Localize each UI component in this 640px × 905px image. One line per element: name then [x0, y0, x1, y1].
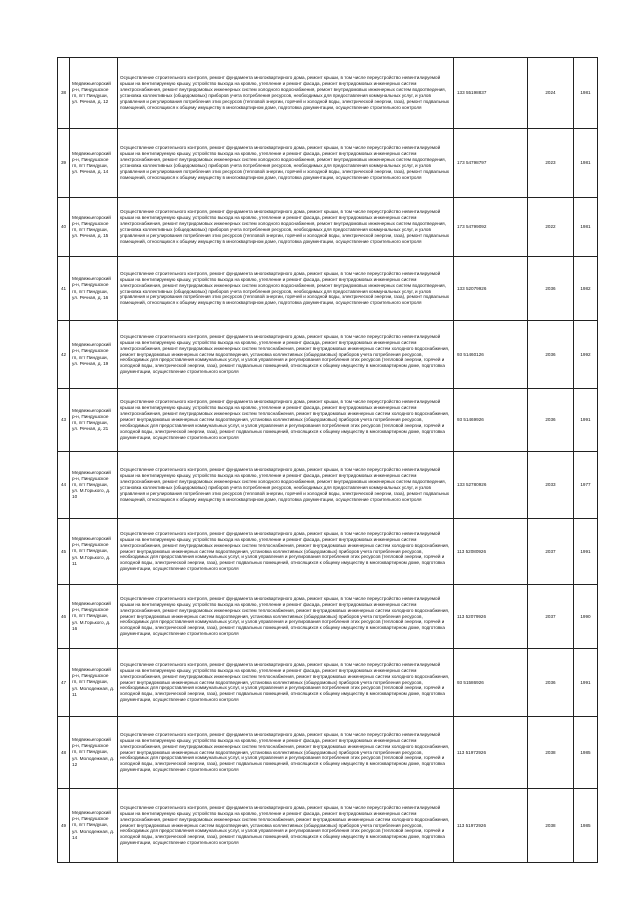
works-description-cell: Осуществление строительного контроля, ремонт фундамента многоквартирного дома, ремонт крыши, в том числе переустройство невентилируемой крыши на вентилируемую крышу, устройство выхода на кровлю, утепление и ремонт фасада, ремонт внутридомовых инженерных систем электроснабжения, ремонт внутридомовых инженерных систем теплоснабжения, ремонт внутридомовых инженерных систем холодного водоснабжения, ремонт внутридомовых инженерных систем водоотведения, установка коллективных (общедомовых) приборов учета потребления ресурсов, необходимых для предоставления коммунальных услуг, и узлов управления и регулирования потребления этих ресурсов (тепловой энергии, горячей и холодной воды, электрической энергии, газа), ремонт подвальных помещений, относящихся к общему имуществу в многоквартирном доме, подготовка документации, осуществление строительного контроля [118, 389, 454, 452]
cost-cell: 113 51972926 [454, 717, 528, 789]
address-cell: Медвежьегорский р-н, Пиндушское гп, пгт Пиндуши, ул. М.Горького, д. 10 [70, 452, 118, 519]
planned-year-cell: 2036 [528, 257, 574, 321]
address-cell: Медвежьегорский р-н, Пиндушское гп, пгт Пиндуши, ул. Молодежная, д. 14 [70, 789, 118, 863]
row-number-cell: 40 [58, 198, 70, 257]
planned-year-cell: 2036 [528, 321, 574, 389]
works-description-cell: Осуществление строительного контроля, ремонт фундамента многоквартирного дома, ремонт крыши, в том числе переустройство невентилируемой крыши на вентилируемую крышу, устройство выхода на кровлю, утепление и ремонт фасада, ремонт внутридомовых инженерных систем электроснабжения, ремонт внутридомовых инженерных систем холодного водоснабжения, ремонт внутридомовых инженерных систем водоотведения, установка коллективных (общедомовых) приборов учета потребления ресурсов, необходимых для предоставления коммунальных услуг, и узлов управления и регулирования потребления этих ресурсов (тепловой энергии, горячей и холодной воды, электрической энергии, газа), ремонт подвальных помещений, относящихся к общему имуществу в многоквартирном доме, подготовка документации, осуществление строительного контроля [118, 129, 454, 198]
address-cell: Медвежьегорский р-н, Пиндушское гп, пгт Пиндуши, ул. Молодежная, д. 12 [70, 717, 118, 789]
built-year-cell: 1991 [574, 649, 598, 717]
address-cell: Медвежьегорский р-н, Пиндушское гп, пгт Пиндуши, ул. Речная, д. 19 [70, 321, 118, 389]
table-row [58, 585, 598, 649]
cost-cell: 113 51972926 [454, 789, 528, 863]
works-description-cell: Осуществление строительного контроля, ремонт фундамента многоквартирного дома, ремонт крыши, в том числе переустройство невентилируемой крыши на вентилируемую крышу, устройство выхода на кровлю, утепление и ремонт фасада, ремонт внутридомовых инженерных систем электроснабжения, ремонт внутридомовых инженерных систем холодного водоснабжения, ремонт внутридомовых инженерных систем водоотведения, установка коллективных (общедомовых) приборов учета потребления ресурсов, необходимых для предоставления коммунальных услуг, и узлов управления и регулирования потребления этих ресурсов (тепловой энергии, горячей и холодной воды, электрической энергии, газа), ремонт подвальных помещений, относящихся к общему имуществу в многоквартирном доме, подготовка документации, осуществление строительного контроля [118, 452, 454, 519]
built-year-cell: 1977 [574, 452, 598, 519]
row-number-cell: 48 [58, 717, 70, 789]
row-number-cell: 41 [58, 257, 70, 321]
address-cell: Медвежьегорский р-н, Пиндушское гп, пгт Пиндуши, ул. М.Горького, д. 11 [70, 519, 118, 585]
table-row [58, 519, 598, 585]
address-cell: Медвежьегорский р-н, Пиндушское гп, пгт Пиндуши, ул. Речная, д. 12 [70, 58, 118, 129]
built-year-cell: 1991 [574, 389, 598, 452]
row-number-cell: 47 [58, 649, 70, 717]
planned-year-cell: 2036 [528, 649, 574, 717]
table-row [58, 198, 598, 257]
table-row [58, 129, 598, 198]
planned-year-cell: 2022 [528, 198, 574, 257]
works-table [57, 57, 598, 863]
works-description-cell: Осуществление строительного контроля, ремонт фундамента многоквартирного дома, ремонт крыши, в том числе переустройство невентилируемой крыши на вентилируемую крышу, устройство выхода на кровлю, утепление и ремонт фасада, ремонт внутридомовых инженерных систем электроснабжения, ремонт внутридомовых инженерных систем теплоснабжения, ремонт внутридомовых инженерных систем холодного водоснабжения, ремонт внутридомовых инженерных систем водоотведения, установка коллективных (общедомовых) приборов учета потребления ресурсов, необходимых для предоставления коммунальных услуг, и узлов управления и регулирования потребления этих ресурсов (тепловой энергии, горячей и холодной воды, электрической энергии, газа), ремонт подвальных помещений, относящихся к общему имуществу в многоквартирном доме, подготовка документации, осуществление строительного контроля [118, 649, 454, 717]
table-row [58, 58, 598, 129]
row-number-cell: 39 [58, 129, 70, 198]
works-description-cell: Осуществление строительного контроля, ремонт фундамента многоквартирного дома, ремонт крыши, в том числе переустройство невентилируемой крыши на вентилируемую крышу, устройство выхода на кровлю, утепление и ремонт фасада, ремонт внутридомовых инженерных систем электроснабжения, ремонт внутридомовых инженерных систем холодного водоснабжения, ремонт внутридомовых инженерных систем водоотведения, установка коллективных (общедомовых) приборов учета потребления ресурсов, необходимых для предоставления коммунальных услуг, и узлов управления и регулирования потребления этих ресурсов (тепловой энергии, горячей и холодной воды, электрической энергии, газа), ремонт подвальных помещений, относящихся к общему имуществу в многоквартирном доме, подготовка документации, осуществление строительного контроля [118, 198, 454, 257]
works-description-cell: Осуществление строительного контроля, ремонт фундамента многоквартирного дома, ремонт крыши, в том числе переустройство невентилируемой крыши на вентилируемую крышу, устройство выхода на кровлю, утепление и ремонт фасада, ремонт внутридомовых инженерных систем электроснабжения, ремонт внутридомовых инженерных систем холодного водоснабжения, ремонт внутридомовых инженерных систем водоотведения, установка коллективных (общедомовых) приборов учета потребления ресурсов, необходимых для предоставления коммунальных услуг, и узлов управления и регулирования потребления этих ресурсов (тепловой энергии, горячей и холодной воды, электрической энергии, газа), ремонт подвальных помещений, относящихся к общему имуществу в многоквартирном доме, подготовка документации, осуществление строительного контроля [118, 58, 454, 129]
built-year-cell: 1985 [574, 789, 598, 863]
address-cell: Медвежьегорский р-н, Пиндушское гп, пгт Пиндуши, ул. Речная, д. 16 [70, 257, 118, 321]
built-year-cell: 1985 [574, 717, 598, 789]
address-cell: Медвежьегорский р-н, Пиндушское гп, пгт Пиндуши, ул. Молодежная, д. 11 [70, 649, 118, 717]
planned-year-cell: 2036 [528, 389, 574, 452]
built-year-cell: 1981 [574, 58, 598, 129]
address-cell: Медвежьегорский р-н, Пиндушское гп, пгт Пиндуши, ул. Речная, д. 21 [70, 389, 118, 452]
address-cell: Медвежьегорский р-н, Пиндушское гп, пгт Пиндуши, ул. М.Горького, д. 16 [70, 585, 118, 649]
row-number-cell: 38 [58, 58, 70, 129]
built-year-cell: 1981 [574, 129, 598, 198]
cost-cell: 133 55198837 [454, 58, 528, 129]
cost-cell: 133 52780926 [454, 452, 528, 519]
row-number-cell: 44 [58, 452, 70, 519]
works-description-cell: Осуществление строительного контроля, ремонт фундамента многоквартирного дома, ремонт крыши, в том числе переустройство невентилируемой крыши на вентилируемую крышу, устройство выхода на кровлю, утепление и ремонт фасада, ремонт внутридомовых инженерных систем электроснабжения, ремонт внутридомовых инженерных систем теплоснабжения, ремонт внутридомовых инженерных систем холодного водоснабжения, ремонт внутридомовых инженерных систем водоотведения, установка коллективных (общедомовых) приборов учета потребления ресурсов, необходимых для предоставления коммунальных услуг, и узлов управления и регулирования потребления этих ресурсов (тепловой энергии, горячей и холодной воды, электрической энергии, газа), ремонт подвальных помещений, относящихся к общему имуществу в многоквартирном доме, подготовка документации, осуществление строительного контроля [118, 321, 454, 389]
table-row [58, 257, 598, 321]
works-description-cell: Осуществление строительного контроля, ремонт фундамента многоквартирного дома, ремонт крыши, в том числе переустройство невентилируемой крыши на вентилируемую крышу, устройство выхода на кровлю, утепление и ремонт фасада, ремонт внутридомовых инженерных систем электроснабжения, ремонт внутридомовых инженерных систем теплоснабжения, ремонт внутридомовых инженерных систем холодного водоснабжения, ремонт внутридомовых инженерных систем водоотведения, установка коллективных (общедомовых) приборов учета потребления ресурсов, необходимых для предоставления коммунальных услуг, и узлов управления и регулирования потребления этих ресурсов (тепловой энергии, горячей и холодной воды, электрической энергии, газа), ремонт подвальных помещений, относящихся к общему имуществу в многоквартирном доме, подготовка документации, осуществление строительного контроля [118, 519, 454, 585]
address-cell: Медвежьегорский р-н, Пиндушское гп, пгт Пиндуши, ул. Речная, д. 15 [70, 198, 118, 257]
table-row [58, 389, 598, 452]
row-number-cell: 43 [58, 389, 70, 452]
row-number-cell: 42 [58, 321, 70, 389]
cost-cell: 93 51469926 [454, 389, 528, 452]
cost-cell: 113 52080926 [454, 519, 528, 585]
table-row [58, 717, 598, 789]
works-table-body [58, 58, 598, 863]
built-year-cell: 1991 [574, 519, 598, 585]
address-cell: Медвежьегорский р-н, Пиндушское гп, пгт Пиндуши, ул. Речная, д. 14 [70, 129, 118, 198]
built-year-cell: 1981 [574, 198, 598, 257]
table-row [58, 452, 598, 519]
cost-cell: 133 52079926 [454, 257, 528, 321]
works-description-cell: Осуществление строительного контроля, ремонт фундамента многоквартирного дома, ремонт крыши, в том числе переустройство невентилируемой крыши на вентилируемую крышу, устройство выхода на кровлю, утепление и ремонт фасада, ремонт внутридомовых инженерных систем электроснабжения, ремонт внутридомовых инженерных систем теплоснабжения, ремонт внутридомовых инженерных систем холодного водоснабжения, ремонт внутридомовых инженерных систем водоотведения, установка коллективных (общедомовых) приборов учета потребления ресурсов, необходимых для предоставления коммунальных услуг, и узлов управления и регулирования потребления этих ресурсов (тепловой энергии, горячей и холодной воды, электрической энергии, газа), ремонт подвальных помещений, относящихся к общему имуществу в многоквартирном доме, подготовка документации, осуществление строительного контроля [118, 585, 454, 649]
cost-cell: 93 51460126 [454, 321, 528, 389]
planned-year-cell: 2037 [528, 519, 574, 585]
planned-year-cell: 2023 [528, 129, 574, 198]
built-year-cell: 1992 [574, 321, 598, 389]
table-row [58, 789, 598, 863]
planned-year-cell: 2037 [528, 585, 574, 649]
cost-cell: 173 54798797 [454, 129, 528, 198]
cost-cell: 93 51586926 [454, 649, 528, 717]
planned-year-cell: 2038 [528, 789, 574, 863]
table-row [58, 649, 598, 717]
row-number-cell: 45 [58, 519, 70, 585]
works-description-cell: Осуществление строительного контроля, ремонт фундамента многоквартирного дома, ремонт крыши, в том числе переустройство невентилируемой крыши на вентилируемую крышу, устройство выхода на кровлю, утепление и ремонт фасада, ремонт внутридомовых инженерных систем электроснабжения, ремонт внутридомовых инженерных систем теплоснабжения, ремонт внутридомовых инженерных систем холодного водоснабжения, ремонт внутридомовых инженерных систем водоотведения, установка коллективных (общедомовых) приборов учета потребления ресурсов, необходимых для предоставления коммунальных услуг, и узлов управления и регулирования потребления этих ресурсов (тепловой энергии, горячей и холодной воды, электрической энергии, газа), ремонт подвальных помещений, относящихся к общему имуществу в многоквартирном доме, подготовка документации, осуществление строительного контроля [118, 717, 454, 789]
cost-cell: 173 54799092 [454, 198, 528, 257]
works-description-cell: Осуществление строительного контроля, ремонт фундамента многоквартирного дома, ремонт крыши, в том числе переустройство невентилируемой крыши на вентилируемую крышу, устройство выхода на кровлю, утепление и ремонт фасада, ремонт внутридомовых инженерных систем электроснабжения, ремонт внутридомовых инженерных систем холодного водоснабжения, ремонт внутридомовых инженерных систем водоотведения, установка коллективных (общедомовых) приборов учета потребления ресурсов, необходимых для предоставления коммунальных услуг, и узлов управления и регулирования потребления этих ресурсов (тепловой энергии, горячей и холодной воды, электрической энергии, газа), ремонт подвальных помещений, относящихся к общему имуществу в многоквартирном доме, подготовка документации, осуществление строительного контроля [118, 257, 454, 321]
table-row [58, 321, 598, 389]
row-number-cell: 49 [58, 789, 70, 863]
planned-year-cell: 2033 [528, 452, 574, 519]
cost-cell: 113 52079926 [454, 585, 528, 649]
planned-year-cell: 2038 [528, 717, 574, 789]
built-year-cell: 1990 [574, 585, 598, 649]
built-year-cell: 1982 [574, 257, 598, 321]
row-number-cell: 46 [58, 585, 70, 649]
works-description-cell: Осуществление строительного контроля, ремонт фундамента многоквартирного дома, ремонт крыши, в том числе переустройство невентилируемой крыши на вентилируемую крышу, устройство выхода на кровлю, утепление и ремонт фасада, ремонт внутридомовых инженерных систем электроснабжения, ремонт внутридомовых инженерных систем теплоснабжения, ремонт внутридомовых инженерных систем холодного водоснабжения, ремонт внутридомовых инженерных систем водоотведения, установка коллективных (общедомовых) приборов учета потребления ресурсов, необходимых для предоставления коммунальных услуг, и узлов управления и регулирования потребления этих ресурсов (тепловой энергии, горячей и холодной воды, электрической энергии, газа), ремонт подвальных помещений, относящихся к общему имуществу в многоквартирном доме, подготовка документации, осуществление строительного контроля [118, 789, 454, 863]
planned-year-cell: 2024 [528, 58, 574, 129]
